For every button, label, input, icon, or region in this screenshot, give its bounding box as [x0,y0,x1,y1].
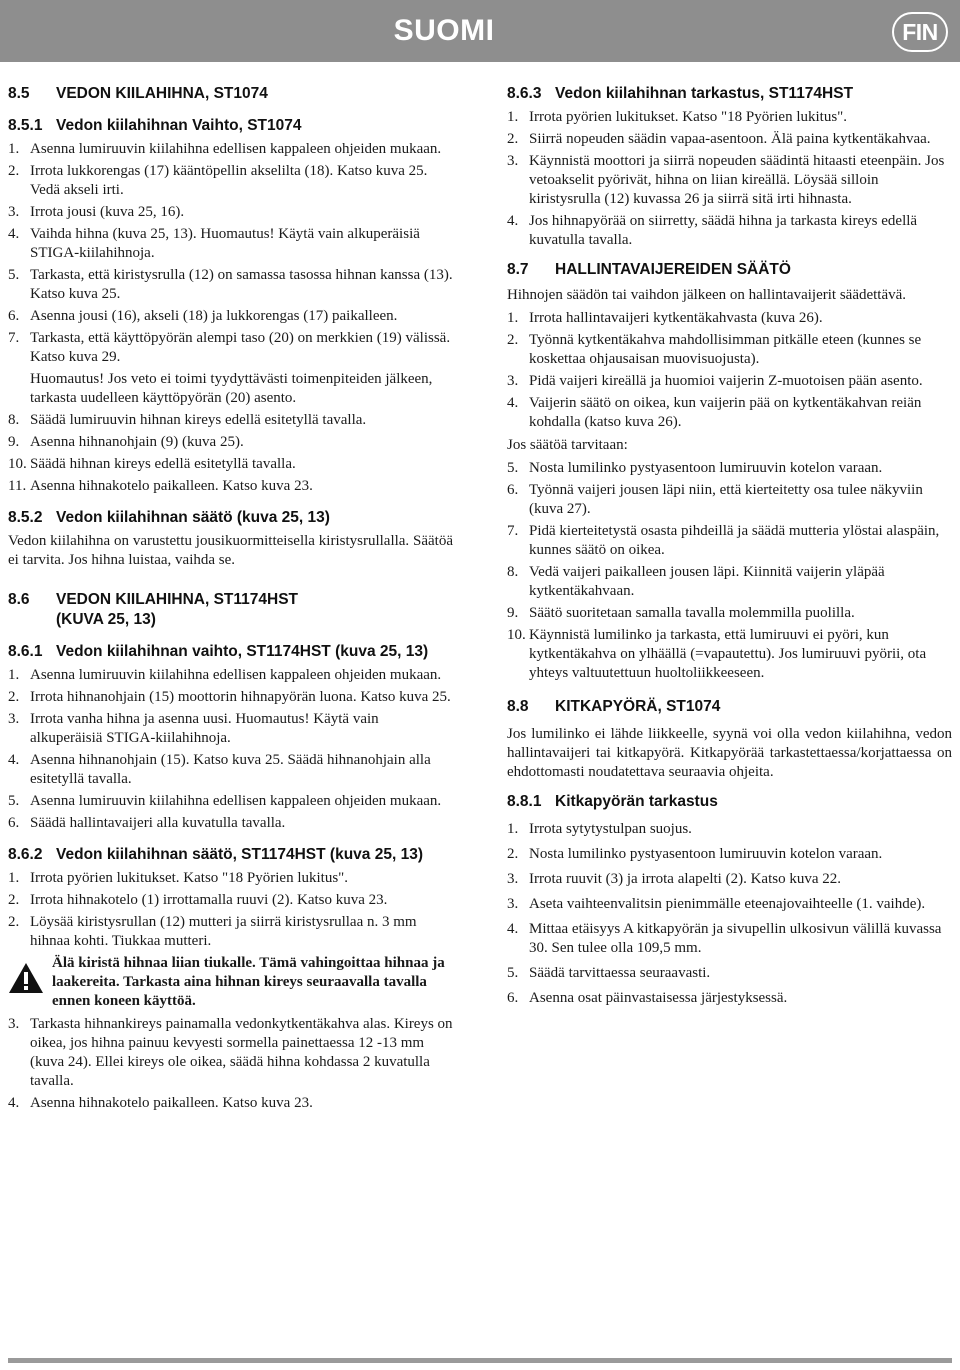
list-item-text: Irrota sytytystulpan suojus. [529,821,692,837]
list-item [507,459,952,478]
list-item [507,604,952,623]
list-item-text: Tarkasta, että kiristysrulla (12) on samassa tasossa hihnan kanssa (13). Katso kuva 25. [30,267,453,302]
list-item-text: Työnnä kytkentäkahva mahdollisimman pitkälle eteen (kunnes se koskettaa ohjausaisan muovisuojusta). [529,332,922,367]
list-item-text: Irrota pyörien lukitukset. Katso "18 Pyörien lukitus". [30,870,349,886]
list-item-text: Asenna lumiruuvin kiilahihna edellisen kappaleen ohjeiden mukaan. [30,667,442,683]
list-item-number: 6. [8,815,20,831]
list-item-number: 1. [507,310,519,326]
heading-8-7: 8.7 HALLINTAVAIJEREIDEN SÄÄTÖ [507,261,791,278]
list-item [8,477,453,496]
footer-bar [8,1358,952,1363]
list-item [507,870,952,889]
list-item-number: 1. [507,821,519,837]
heading-8-8-1: 8.8.1 Kitkapyörän tarkastus [507,793,718,810]
heading-8-5-1: 8.5.1 Vedon kiilahihnan Vaihto, ST1074 [8,117,302,134]
list-item [507,820,952,839]
list-item-number: 2. [8,892,20,908]
list-item-text: Asenna osat päinvastaisessa järjestyksessä. [529,990,788,1006]
heading-8-6: 8.6 VEDON KIILAHIHNA, ST1174HST (KUVA 25, 13) [8,591,299,628]
list-item [8,370,453,408]
list-item [8,666,453,685]
list-item [8,162,453,200]
list-item-text: Asenna hihnakotelo paikalleen. Katso kuva 23. [30,478,313,494]
list-item-number: 6. [8,308,20,324]
list-item-number: 1. [8,141,20,157]
list-item-text: Pidä vaijeri kireällä ja huomioi vaijerin Z-muotoisen pään asento. [529,373,923,389]
list-item-number: 2. [8,163,20,179]
list-item-text: Nosta lumilinko pystyasentoon lumiruuvin kotelon varaan. [529,846,883,862]
warning-text: Älä kiristä hihnaa liian tiukalle. Tämä vahingoittaa hihnaa ja laakereita. Tarkasta aina hihnan kireys seuraavalla tavalla ennen koneen käyttöä. [52,955,445,1009]
heading-8-8: 8.8 KITKAPYÖRÄ, ST1074 [507,698,721,715]
list-item-text: Irrota hihnanohjain (15) moottorin hihnapyörän luona. Katso kuva 25. [30,689,451,705]
list-item-text: Työnnä vaijeri jousen läpi niin, että kierteitetty osa tulee näkyviin (kuva 27). [529,482,923,517]
list-item [8,203,453,222]
list-item-text: Vaihda hihna (kuva 25, 13). Huomautus! Käytä vain alkuperäisiä STIGA-kiilahihnoja. [30,226,420,261]
list-item-text: Säätö suoritetaan samalla tavalla molemmilla puolilla. [529,605,855,621]
list-item-text: Pidä kierteitetystä osasta pihdeillä ja säädä mutteria ylöstai alaspäin, kunnes säätö on oikea. [529,523,940,558]
list-item [507,845,952,864]
list-item-number: 1. [507,109,519,125]
warning-triangle-icon [8,954,52,1011]
list-item-text: Jos hihnapyörää on siirretty, säädä hihna ja tarkasta kireys edellä kuvatulla tavalla. [529,213,918,248]
list-item [8,411,453,430]
list-item-text: Irrota ruuvit (3) ja irrota alapelti (2). Katso kuva 22. [529,871,841,887]
list-item [8,266,453,304]
list-item-text: Käynnistä lumilinko ja tarkasta, että lumiruuvi ei pyöri, kun kytkentäkahva on ylhäällä (=vapautettu). Jos lumiruuvi pyörii, ota yhteys valtuutettuun huoltoliikkeeseen. [529,627,927,681]
list-item [507,626,952,683]
list-item-number [8,370,30,408]
list-item-number: 2. [507,332,519,348]
list-item [507,964,952,983]
list-item-text: Tarkasta hihnankireys painamalla vedonkytkentäkahva alas. Kireys on oikea, jos hihna painuu kevyesti sormella painettaessa 12 -13 mm (kuva 24). Ellei kireys ole oikea, säädä hihna kohdassa 2 kuvatulla tavalla. [30,1016,453,1089]
list-item-number: 6. [507,990,519,1006]
list-item-number: 2. [507,846,519,862]
list-item [8,751,453,789]
paragraph-8-8: Jos lumilinko ei lähde liikkeelle, syynä voi olla vedon kiilahihna, vedon hallintavaijeri tai kitkapyörä. Kitkapyörää tarkastettaessa/korjattaessa on ehdottomasti noudatettava seuraavia ohjeita. [507,726,952,780]
list-item-text: Nosta lumilinko pystyasentoon lumiruuvin kotelon varaan. [529,460,883,476]
list-item [8,792,453,811]
page-header [0,0,960,62]
list-item [507,989,952,1008]
list-item [8,814,453,833]
list-item-text: Asenna lumiruuvin kiilahihna edellisen kappaleen ohjeiden mukaan. [30,793,442,809]
list-item-text: Säädä hallintavaijeri alla kuvatulla tavalla. [30,815,286,831]
list-item-number: 3. [8,204,20,220]
list-item [507,895,952,914]
list-item-number: 10. [507,627,526,643]
list-item-number: 3. [507,896,519,912]
list-8-5-1 [8,140,453,496]
list-item-number: 4. [8,1095,20,1111]
list-item-number: 4. [507,921,519,937]
list-item-number: 10. [8,456,27,472]
list-item-text: Huomautus! Jos veto ei toimi tyydyttävästi toimenpiteiden jälkeen, tarkasta uudelleen käyttöpyörän (20) asento. [30,371,433,406]
list-8-8-1 [507,820,952,1008]
list-item-number: 3. [507,373,519,389]
left-column [8,84,453,1116]
list-8-7b [507,459,952,683]
list-item-text: Säädä lumiruuvin hihnan kireys edellä esitetyllä tavalla. [30,412,367,428]
paragraph-8-7-condition: Jos säätöä tarvitaan: [507,437,628,453]
list-item [8,1015,453,1091]
list-item-text: Asenna lumiruuvin kiilahihna edellisen kappaleen ohjeiden mukaan. [30,141,442,157]
right-column [507,84,952,1014]
list-item [507,331,952,369]
list-item [8,1094,453,1113]
heading-8-6-3: 8.6.3 Vedon kiilahihnan tarkastus, ST1174HST [507,85,854,102]
list-item [507,309,952,328]
list-8-6-2a [8,869,453,951]
paragraph-8-7: Hihnojen säädön tai vaihdon jälkeen on hallintavaijerit säädettävä. [507,287,907,303]
list-item-text: Aseta vaihteenvalitsin pienimmälle eteenajovaihteelle (1. vaihde). [529,896,926,912]
list-item [8,891,453,910]
paragraph-8-5-2: Vedon kiilahihna on varustettu jousikuormitteisella kiristysrullalla. Säätöä ei tarvita. Jos hihna luistaa, vaihda se. [8,533,453,568]
list-item [8,710,453,748]
list-8-6-3 [507,108,952,250]
list-item-text: Irrota jousi (kuva 25, 16). [30,204,185,220]
list-item-number: 4. [507,395,519,411]
list-item-number: 7. [8,330,20,346]
list-item-text: Irrota hallintavaijeri kytkentäkahvasta (kuva 26). [529,310,823,326]
list-item-number: 9. [507,605,519,621]
list-item [8,688,453,707]
list-item-number: 7. [507,523,519,539]
list-item-text: Säädä tarvittaessa seuraavasti. [529,965,711,981]
list-item-text: Löysää kiristysrullan (12) mutteri ja siirrä kiristysrullaa n. 3 mm hihnaa kohti. Tiukkaa mutteri. [30,914,417,949]
list-item-text: Asenna hihnanohjain (15). Katso kuva 25. Säädä hihnanohjain alla esitetyllä tavalla. [30,752,431,787]
list-item [507,920,952,958]
list-item-text: Irrota lukkorengas (17) kääntöpellin akselilta (18). Katso kuva 25. Vedä akseli irti. [30,163,428,198]
list-item-number: 3. [8,711,20,727]
list-item-number: 4. [8,226,20,242]
list-item-number: 5. [507,460,519,476]
list-item [507,372,952,391]
heading-8-6-2: 8.6.2 Vedon kiilahihnan säätö, ST1174HST (kuva 25, 13) [8,846,423,863]
list-item [8,225,453,263]
list-item-text: Säädä hihnan kireys edellä esitetyllä tavalla. [30,456,296,472]
list-item-text: Asenna jousi (16), akseli (18) ja lukkorengas (17) paikalleen. [30,308,398,324]
list-item-text: Irrota hihnakotelo (1) irrottamalla ruuvi (2). Katso kuva 23. [30,892,388,908]
list-item-number: 4. [507,213,519,229]
list-item [8,455,453,474]
list-item-text: Mittaa etäisyys A kitkapyörän ja sivupellin ulkosivun välillä kuvassa 30. Sen tulee olla 109,5 mm. [529,921,942,956]
list-item [507,212,952,250]
list-item-number: 5. [507,965,519,981]
list-item-number: 3. [507,153,519,169]
heading-8-6-1: 8.6.1 Vedon kiilahihnan vaihto, ST1174HST (kuva 25, 13) [8,643,429,660]
list-8-6-1 [8,666,453,833]
heading-8-5: 8.5 VEDON KIILAHIHNA, ST1074 [8,85,268,102]
warning-block [8,954,453,1011]
list-item [507,481,952,519]
list-item [8,307,453,326]
list-item-number: 2. [8,689,20,705]
list-item-number: 8. [507,564,519,580]
list-item-text: Käynnistä moottori ja siirrä nopeuden säädintä hitaasti eteenpäin. Jos vetoakselit pyörivät, hihna on liian kireällä. Löysää silloin kiristysrulla (12) kuvassa 26 ja siirrä sitä irti hihnasta. [529,153,945,207]
list-item [507,394,952,432]
list-item [8,869,453,888]
heading-8-5-2: 8.5.2 Vedon kiilahihnan säätö (kuva 25, 13) [8,509,330,526]
list-item-text: Vaijerin säätö on oikea, kun vaijerin pää on kytkentäkahvan reiän kohdalla (katso kuva 26). [529,395,922,430]
list-item [507,152,952,209]
list-item-number: 9. [8,434,20,450]
list-8-6-2b [8,1015,453,1113]
list-item-number: 6. [507,482,519,498]
list-item [8,140,453,159]
list-item-text: Asenna hihnakotelo paikalleen. Katso kuva 23. [30,1095,313,1111]
list-item-number: 5. [8,793,20,809]
list-item-number: 5. [8,267,20,283]
list-item-number: 2. [507,131,519,147]
list-item-text: Asenna hihnanohjain (9) (kuva 25). [30,434,244,450]
list-item-text: Siirrä nopeuden säädin vapaa-asentoon. Älä paina kytkentäkahvaa. [529,131,931,147]
list-item-text: Vedä vaijeri paikalleen jousen läpi. Kiinnitä vaijerin yläpää kytkentäkahvaan. [529,564,885,599]
language-badge: FIN [892,12,948,52]
list-item [8,913,453,951]
list-item-number: 1. [8,667,20,683]
list-item-number: 11. [8,478,27,494]
list-item-text: Irrota pyörien lukitukset. Katso "18 Pyörien lukitus". [529,109,848,125]
list-item-text: Tarkasta, että käyttöpyörän alempi taso (20) on merkkien (19) välissä. Katso kuva 29. [30,330,451,365]
list-8-7a [507,309,952,432]
list-item [507,108,952,127]
list-item [507,522,952,560]
language-title: SUOMI [393,14,495,47]
list-item-number: 3. [8,1016,20,1032]
list-item [507,130,952,149]
list-item-number: 8. [8,412,20,428]
list-item [507,563,952,601]
list-item [8,329,453,367]
list-item-number: 4. [8,752,20,768]
list-item [8,433,453,452]
list-item-number: 2. [8,914,20,930]
list-item-number: 3. [507,871,519,887]
list-item-number: 1. [8,870,20,886]
list-item-text: Irrota vanha hihna ja asenna uusi. Huomautus! Käytä vain alkuperäisiä STIGA-kiilahihnoja. [30,711,379,746]
